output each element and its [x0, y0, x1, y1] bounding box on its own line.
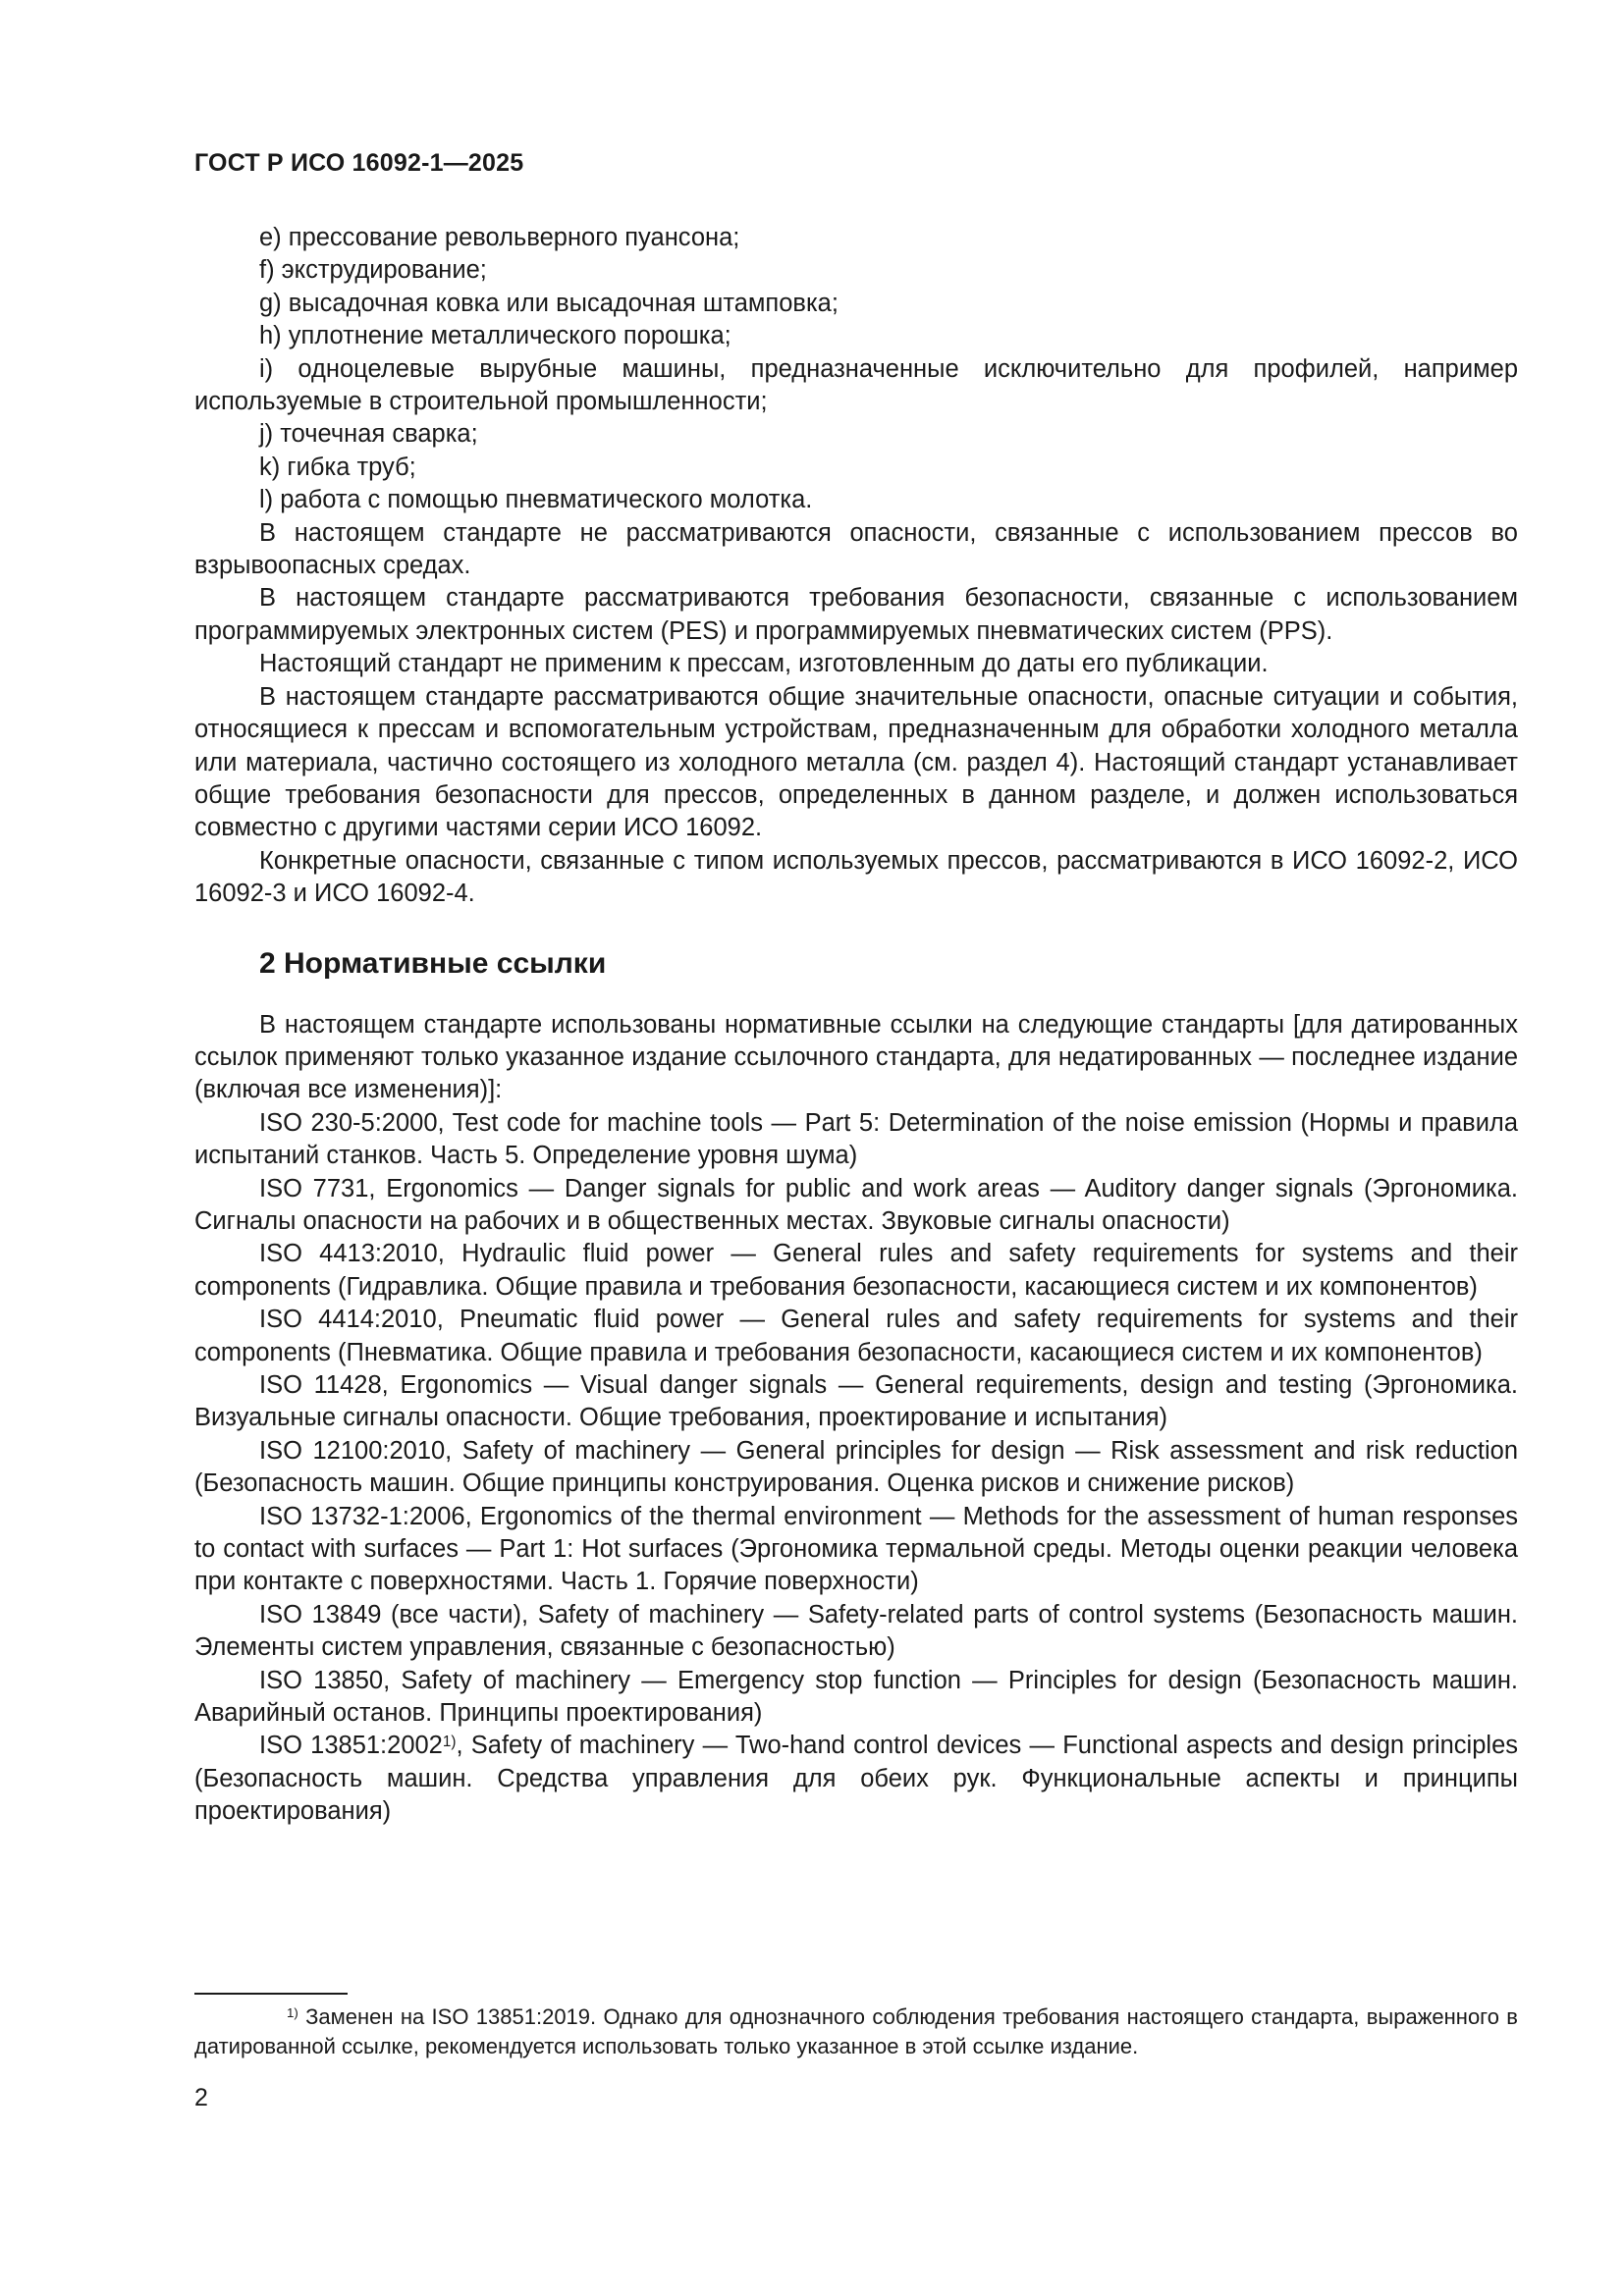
- footnote-text: Заменен на ISO 13851:2019. Однако для однозначного соблюдения требования настоящего стандарта, выраженного в датированной ссылке, рекомендуется использовать только указанное в этой ссылке издание.: [194, 2004, 1518, 2058]
- footnote-ref-marker: 1): [442, 1734, 457, 1751]
- paragraph: В настоящем стандарте не рассматриваются опасности, связанные с использованием прессов во взрывоопасных средах.: [194, 518, 1518, 580]
- section-intro: В настоящем стандарте использованы нормативные ссылки на следующие стандарты [для датированных ссылок применяют только указанное издание ссылочного стандарта, для недатированных — последнее издание (включая все изменения)]:: [194, 1010, 1518, 1104]
- reference-item: ISO 4413:2010, Hydraulic fluid power — General rules and safety requirements for systems and their components (Гидравлика. Общие правила и требования безопасности, касающиеся систем и их компонентов): [194, 1240, 1518, 1301]
- list-item: h) уплотнение металлического порошка;: [259, 322, 731, 350]
- reference-rest: , Safety of machinery — Two-hand control devices — Functional aspects and design principles (Безопасность машин. Средства управления для обеих рук. Функциональные аспекты и принципы проектирования): [194, 1732, 1518, 1826]
- reference-item: ISO 7731, Ergonomics — Danger signals for public and work areas — Auditory danger signals (Эргономика. Сигналы опасности на рабочих и в общественных местах. Звуковые сигналы опасности): [194, 1174, 1518, 1235]
- list-item: k) гибка труб;: [259, 453, 416, 481]
- list-item: l) работа с помощью пневматического молотка.: [259, 486, 813, 514]
- reference-prefix: ISO 13851:2002: [259, 1732, 443, 1760]
- list-item: e) прессование револьверного пуансона;: [259, 224, 740, 251]
- reference-item: ISO 12100:2010, Safety of machinery — General principles for design — Risk assessment and risk reduction (Безопасность машин. Общие принципы конструирования. Оценка рисков и снижение рисков): [194, 1436, 1518, 1498]
- reference-item: ISO 13849 (все части), Safety of machinery — Safety-related parts of control systems (Безопасность машин. Элементы систем управления, связанные с безопасностью): [194, 1600, 1518, 1662]
- page-number: 2: [194, 2084, 208, 2111]
- paragraph: В настоящем стандарте рассматриваются общие значительные опасности, опасные ситуации и события, относящиеся к прессам и вспомогательным устройствам, предназначенным для обработки холодного металла или материала, частично состоящего из холодного металла (см. раздел 4). Настоящий стандарт устанавливает общие требования безопасности для прессов, определенных в данном разделе, и должен использоваться совместно с другими частями серии ИСО 16092.: [194, 682, 1518, 842]
- list-item: j) точечная сварка;: [259, 420, 478, 449]
- footnote: [194, 2002, 1518, 2061]
- footnote-marker: 1): [287, 2005, 298, 2020]
- reference-item: ISO 13850, Safety of machinery — Emergency stop function — Principles for design (Безопасность машин. Аварийный останов. Принципы проектирования): [194, 1666, 1518, 1728]
- paragraph: В настоящем стандарте рассматриваются требования безопасности, связанные с использованием программируемых электронных систем (PES) и программируемых пневматических систем (PPS).: [194, 584, 1518, 645]
- reference-item: ISO 4414:2010, Pneumatic fluid power — General rules and safety requirements for systems and their components (Пневматика. Общие правила и требования безопасности, касающиеся систем и их компонентов): [194, 1306, 1518, 1366]
- page-body: [194, 222, 1518, 1829]
- paragraph: Настоящий стандарт не применим к прессам, изготовленным до даты его публикации.: [259, 650, 1269, 678]
- list-item: g) высадочная ковка или высадочная штамповка;: [259, 289, 839, 317]
- reference-item: ISO 11428, Ergonomics — Visual danger signals — General requirements, design and testing (Эргономика. Визуальные сигналы опасности. Общие требования, проектирование и испытания): [194, 1371, 1518, 1432]
- footnote-separator: [194, 1993, 348, 1995]
- standard-header: ГОСТ Р ИСО 16092-1—2025: [194, 149, 524, 177]
- reference-item: ISO 230-5:2000, Test code for machine tools — Part 5: Determination of the noise emission (Нормы и правила испытаний станков. Часть 5. Определение уровня шума): [194, 1108, 1518, 1170]
- reference-item-footnoted: [194, 1730, 1518, 1828]
- section-title: 2 Нормативные ссылки: [259, 946, 607, 980]
- reference-item: ISO 13732-1:2006, Ergonomics of the thermal environment — Methods for the assessment of human responses to contact with surfaces — Part 1: Hot surfaces (Эргономика термальной среды. Методы оценки реакции человека при контакте с поверхностями. Часть 1. Горячие поверхности): [194, 1502, 1518, 1596]
- list-item: f) экструдирование;: [259, 256, 487, 285]
- list-item: i) одноцелевые вырубные машины, предназначенные исключительно для профилей, например используемые в строительной промышленности;: [194, 354, 1518, 416]
- paragraph: Конкретные опасности, связанные с типом используемых прессов, рассматриваются в ИСО 16092-2, ИСО 16092-3 и ИСО 16092-4.: [194, 846, 1518, 908]
